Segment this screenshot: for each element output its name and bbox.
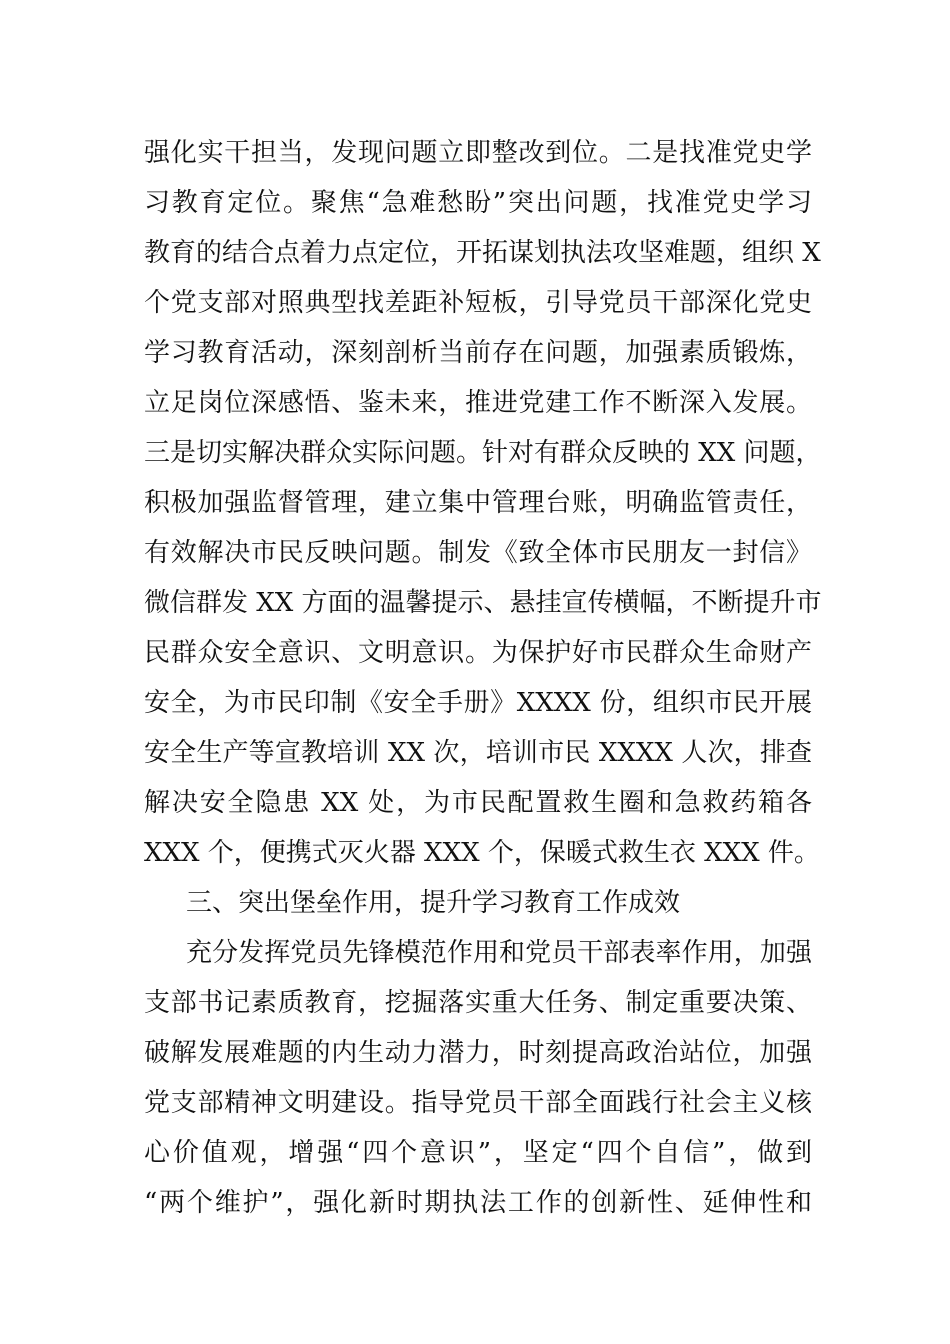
text-line: 安全生产等宣教培训 XX 次，培训市民 XXXX 人次，排查	[144, 738, 812, 768]
document-body	[144, 128, 822, 1228]
text-line: 民群众安全意识、文明意识。为保护好市民群众生命财产	[144, 638, 812, 668]
text-line: 心价值观，增强“四个意识”，坚定“四个自信”，做到	[144, 1138, 812, 1168]
text-line: 支部书记素质教育，挖掘落实重大任务、制定重要决策、	[144, 988, 812, 1018]
text-line: 充分发挥党员先锋模范作用和党员干部表率作用，加强	[186, 938, 812, 968]
text-line: 个党支部对照典型找差距补短板，引导党员干部深化党史	[144, 288, 812, 318]
text-line: 解决安全隐患 XX 处，为市民配置救生圈和急救药箱各	[144, 788, 812, 818]
text-line: 习教育定位。聚焦“急难愁盼”突出问题，找准党史学习	[144, 188, 812, 218]
text-line: 教育的结合点着力点定位，开拓谋划执法攻坚难题，组织 X	[144, 238, 821, 268]
text-line: 强化实干担当，发现问题立即整改到位。二是找准党史学	[144, 138, 812, 168]
text-line: 立足岗位深感悟、鉴未来，推进党建工作不断深入发展。	[144, 388, 812, 418]
text-line: 三是切实解决群众实际问题。针对有群众反映的 XX 问题，	[144, 438, 822, 468]
text-line: 微信群发 XX 方面的温馨提示、悬挂宣传横幅，不断提升市	[144, 588, 822, 618]
text-line: XXX 个，便携式灭火器 XXX 个，保暖式救生衣 XXX 件。	[144, 838, 820, 868]
paragraph	[144, 928, 812, 1228]
text-line: 安全，为市民印制《安全手册》XXXX 份，组织市民开展	[144, 688, 812, 718]
text-line: 破解发展难题的内生动力潜力，时刻提高政治站位，加强	[144, 1038, 812, 1068]
section-heading: 三、突出堡垒作用，提升学习教育工作成效	[186, 888, 681, 918]
text-line: 有效解决市民反映问题。制发《致全体市民朋友一封信》	[144, 538, 812, 568]
text-line: “两个维护”，强化新时期执法工作的创新性、延伸性和	[144, 1188, 812, 1218]
text-line: 党支部精神文明建设。指导党员干部全面践行社会主义核	[144, 1088, 812, 1118]
text-line: 学习教育活动，深刻剖析当前存在问题，加强素质锻炼，	[144, 338, 812, 368]
text-line: 积极加强监督管理，建立集中管理台账，明确监管责任，	[144, 488, 812, 518]
paragraph-continued	[144, 128, 822, 878]
